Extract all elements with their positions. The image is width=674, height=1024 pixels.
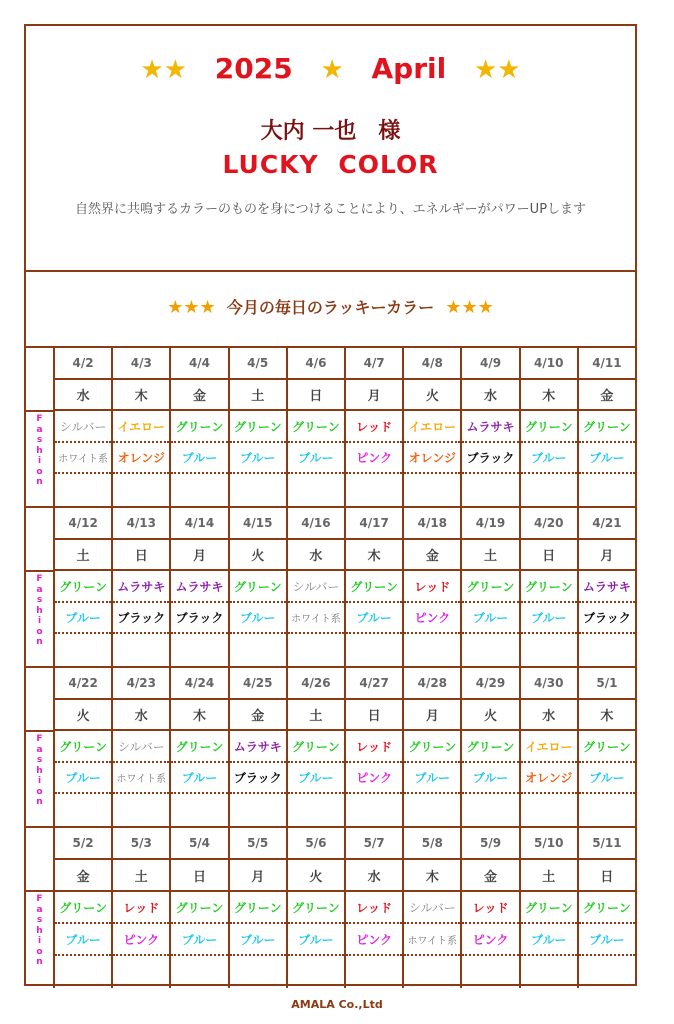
date-cell: 5/2 xyxy=(55,828,111,860)
day-column xyxy=(462,668,520,826)
date-cell: 5/3 xyxy=(113,828,169,860)
weekday-cell: 金 xyxy=(171,380,227,412)
lucky-color-secondary: ピンク xyxy=(346,763,402,795)
date-cell: 4/22 xyxy=(55,668,111,700)
lucky-color-primary: グリーン xyxy=(462,731,518,763)
lucky-color-primary: イエロー xyxy=(404,411,460,443)
day-column xyxy=(462,828,520,988)
lucky-color-primary: グリーン xyxy=(579,892,635,924)
date-cell: 5/10 xyxy=(521,828,577,860)
day-column xyxy=(171,828,229,988)
day-column xyxy=(171,348,229,506)
blank-cell xyxy=(171,634,227,666)
star-icon-group-left: ★★ xyxy=(140,55,188,85)
date-cell: 4/8 xyxy=(404,348,460,380)
lucky-color-primary: レッド xyxy=(346,731,402,763)
lucky-color-secondary: オレンジ xyxy=(404,443,460,475)
lucky-color-primary: レッド xyxy=(346,411,402,443)
week-block xyxy=(26,668,635,828)
blank-cell xyxy=(55,474,111,506)
lucky-color-secondary: ブルー xyxy=(288,763,344,795)
day-column xyxy=(171,508,229,666)
weekday-cell: 火 xyxy=(230,540,286,572)
lucky-color-secondary: ピンク xyxy=(462,924,518,956)
lucky-color-secondary: ピンク xyxy=(346,443,402,475)
lucky-color-secondary: ブルー xyxy=(579,443,635,475)
fashion-label: Fashion xyxy=(36,734,43,807)
month: April xyxy=(371,52,447,85)
lucky-color-secondary: ブルー xyxy=(230,924,286,956)
blank-cell xyxy=(171,474,227,506)
blank-cell xyxy=(521,794,577,826)
blank-cell xyxy=(462,474,518,506)
lucky-color-primary: グリーン xyxy=(55,892,111,924)
weekday-cell: 月 xyxy=(171,540,227,572)
weekday-cell: 火 xyxy=(55,700,111,732)
day-column xyxy=(346,828,404,988)
weekday-cell: 水 xyxy=(346,860,402,892)
weekday-cell: 月 xyxy=(346,380,402,412)
week-block xyxy=(26,508,635,668)
day-column xyxy=(404,668,462,826)
lucky-color-secondary: ブルー xyxy=(521,924,577,956)
lucky-color-primary: グリーン xyxy=(55,571,111,603)
weekday-cell: 木 xyxy=(171,700,227,732)
date-cell: 5/8 xyxy=(404,828,460,860)
side-blank xyxy=(26,828,53,892)
date-cell: 5/9 xyxy=(462,828,518,860)
lucky-color-secondary: ブルー xyxy=(55,603,111,635)
day-column xyxy=(346,348,404,506)
day-column xyxy=(404,508,462,666)
lucky-color-primary: グリーン xyxy=(579,731,635,763)
date-cell: 4/18 xyxy=(404,508,460,540)
blank-cell xyxy=(346,794,402,826)
company-footer: AMALA Co.,Ltd xyxy=(291,998,383,1011)
fashion-label: Fashion xyxy=(36,414,43,487)
weekday-cell: 木 xyxy=(113,380,169,412)
fashion-label: Fashion xyxy=(36,894,43,967)
day-column xyxy=(230,828,288,988)
blank-cell xyxy=(230,956,286,988)
weekday-cell: 金 xyxy=(404,540,460,572)
blank-cell xyxy=(346,474,402,506)
lucky-color-secondary: ブラック xyxy=(462,443,518,475)
blank-cell xyxy=(346,956,402,988)
weekday-cell: 日 xyxy=(113,540,169,572)
lucky-color-secondary: ホワイト系 xyxy=(113,763,169,795)
blank-cell xyxy=(579,794,635,826)
fashion-side-label xyxy=(26,508,55,666)
weekday-cell: 日 xyxy=(171,860,227,892)
title-row xyxy=(26,52,635,85)
day-column xyxy=(55,508,113,666)
date-cell: 4/12 xyxy=(55,508,111,540)
blank-cell xyxy=(462,634,518,666)
blank-cell xyxy=(113,634,169,666)
blank-cell xyxy=(579,634,635,666)
date-cell: 4/30 xyxy=(521,668,577,700)
lucky-color-primary: ムラサキ xyxy=(462,411,518,443)
date-cell: 4/15 xyxy=(230,508,286,540)
day-column xyxy=(288,508,346,666)
weekday-cell: 日 xyxy=(288,380,344,412)
day-column xyxy=(579,348,635,506)
weekday-cell: 月 xyxy=(230,860,286,892)
weekday-cell: 月 xyxy=(579,540,635,572)
day-column xyxy=(404,348,462,506)
day-column xyxy=(55,668,113,826)
weekday-cell: 土 xyxy=(462,540,518,572)
calendar-frame xyxy=(24,24,637,986)
lucky-color-primary: グリーン xyxy=(521,892,577,924)
weekday-cell: 水 xyxy=(288,540,344,572)
date-cell: 5/4 xyxy=(171,828,227,860)
lucky-color-primary: ムラサキ xyxy=(171,571,227,603)
date-cell: 4/2 xyxy=(55,348,111,380)
blank-cell xyxy=(113,956,169,988)
weekday-cell: 水 xyxy=(462,380,518,412)
blank-cell xyxy=(230,634,286,666)
lucky-color-secondary: ブラック xyxy=(579,603,635,635)
weekday-cell: 土 xyxy=(521,860,577,892)
lucky-color-primary: グリーン xyxy=(230,571,286,603)
lucky-color-secondary: オレンジ xyxy=(521,763,577,795)
weekday-cell: 日 xyxy=(346,700,402,732)
date-cell: 4/23 xyxy=(113,668,169,700)
blank-cell xyxy=(288,794,344,826)
lucky-color-secondary: ブルー xyxy=(55,924,111,956)
date-cell: 4/16 xyxy=(288,508,344,540)
lucky-color-secondary: ブルー xyxy=(404,763,460,795)
lucky-color-secondary: ブルー xyxy=(230,603,286,635)
weekday-cell: 木 xyxy=(404,860,460,892)
color-calendar-grid xyxy=(26,348,635,988)
description: 自然界に共鳴するカラーのものを身につけることにより、エネルギーがパワーUPします xyxy=(74,202,587,217)
blank-cell xyxy=(288,474,344,506)
day-column xyxy=(55,828,113,988)
lucky-color-secondary: ピンク xyxy=(113,924,169,956)
lucky-color-primary: ムラサキ xyxy=(230,731,286,763)
lucky-color-primary: グリーン xyxy=(404,731,460,763)
week-block xyxy=(26,348,635,508)
date-cell: 4/4 xyxy=(171,348,227,380)
lucky-color-primary: グリーン xyxy=(171,892,227,924)
lucky-color-primary: グリーン xyxy=(230,411,286,443)
blank-cell xyxy=(288,634,344,666)
lucky-color-primary: ムラサキ xyxy=(113,571,169,603)
daily-color-title: 今月の毎日のラッキーカラー xyxy=(226,298,435,317)
lucky-color-primary: レッド xyxy=(462,892,518,924)
date-cell: 4/7 xyxy=(346,348,402,380)
day-column xyxy=(579,508,635,666)
fashion-side-label xyxy=(26,828,55,988)
day-column xyxy=(346,668,404,826)
blank-cell xyxy=(230,474,286,506)
day-column xyxy=(521,348,579,506)
date-cell: 4/10 xyxy=(521,348,577,380)
lucky-color-primary: グリーン xyxy=(55,731,111,763)
blank-cell xyxy=(230,794,286,826)
blank-cell xyxy=(404,474,460,506)
lucky-color-heading: LUCKY COLOR xyxy=(222,150,439,179)
lucky-color-secondary: ブルー xyxy=(521,603,577,635)
day-column xyxy=(288,828,346,988)
date-cell: 5/7 xyxy=(346,828,402,860)
blank-cell xyxy=(404,794,460,826)
blank-cell xyxy=(462,956,518,988)
date-cell: 4/3 xyxy=(113,348,169,380)
lucky-color-primary: シルバー xyxy=(288,571,344,603)
lucky-color-primary: グリーン xyxy=(171,411,227,443)
lucky-color-primary: レッド xyxy=(346,892,402,924)
date-cell: 4/11 xyxy=(579,348,635,380)
weekday-cell: 土 xyxy=(230,380,286,412)
lucky-color-secondary: ピンク xyxy=(404,603,460,635)
fashion-side-label xyxy=(26,668,55,826)
weekday-cell: 金 xyxy=(462,860,518,892)
blank-cell xyxy=(521,956,577,988)
weekday-cell: 水 xyxy=(55,380,111,412)
day-column xyxy=(113,668,171,826)
lucky-color-secondary: ブルー xyxy=(171,763,227,795)
lucky-color-primary: シルバー xyxy=(55,411,111,443)
date-cell: 5/1 xyxy=(579,668,635,700)
lucky-color-secondary: ブルー xyxy=(579,924,635,956)
day-column xyxy=(288,668,346,826)
blank-cell xyxy=(113,794,169,826)
star-icon-group-right: ★★★ xyxy=(445,297,494,318)
day-column xyxy=(579,828,635,988)
lucky-color-primary: レッド xyxy=(113,892,169,924)
day-column xyxy=(288,348,346,506)
weekday-cell: 木 xyxy=(579,700,635,732)
lucky-color-primary: ムラサキ xyxy=(579,571,635,603)
date-cell: 4/19 xyxy=(462,508,518,540)
date-cell: 4/5 xyxy=(230,348,286,380)
weekday-cell: 火 xyxy=(404,380,460,412)
side-blank xyxy=(26,508,53,572)
weekday-cell: 日 xyxy=(579,860,635,892)
lucky-color-primary: イエロー xyxy=(113,411,169,443)
date-cell: 4/27 xyxy=(346,668,402,700)
week-block xyxy=(26,828,635,988)
date-cell: 4/21 xyxy=(579,508,635,540)
lucky-color-secondary: ブルー xyxy=(171,924,227,956)
star-icon-group-left: ★★★ xyxy=(167,297,216,318)
lucky-color-primary: グリーン xyxy=(288,731,344,763)
day-column xyxy=(230,348,288,506)
weekday-cell: 木 xyxy=(521,380,577,412)
blank-cell xyxy=(579,474,635,506)
lucky-color-primary: グリーン xyxy=(230,892,286,924)
day-column xyxy=(346,508,404,666)
day-column xyxy=(171,668,229,826)
date-cell: 4/25 xyxy=(230,668,286,700)
date-cell: 4/28 xyxy=(404,668,460,700)
day-column xyxy=(113,348,171,506)
side-blank xyxy=(26,348,53,412)
weekday-cell: 月 xyxy=(404,700,460,732)
lucky-color-primary: シルバー xyxy=(113,731,169,763)
date-cell: 4/17 xyxy=(346,508,402,540)
lucky-color-secondary: ピンク xyxy=(346,924,402,956)
date-cell: 4/13 xyxy=(113,508,169,540)
lucky-color-primary: レッド xyxy=(404,571,460,603)
lucky-color-secondary: ブルー xyxy=(171,443,227,475)
weekday-cell: 金 xyxy=(579,380,635,412)
date-cell: 5/11 xyxy=(579,828,635,860)
blank-cell xyxy=(55,794,111,826)
date-cell: 4/9 xyxy=(462,348,518,380)
date-cell: 4/26 xyxy=(288,668,344,700)
customer-name: 大内 一也 様 xyxy=(260,119,401,144)
weekday-cell: 水 xyxy=(521,700,577,732)
lucky-color-secondary: ブルー xyxy=(288,443,344,475)
weekday-cell: 木 xyxy=(346,540,402,572)
lucky-color-secondary: ブラック xyxy=(113,603,169,635)
day-column xyxy=(521,828,579,988)
lucky-color-secondary: ホワイト系 xyxy=(288,603,344,635)
date-cell: 5/5 xyxy=(230,828,286,860)
weekday-cell: 金 xyxy=(55,860,111,892)
weekday-cell: 金 xyxy=(230,700,286,732)
blank-cell xyxy=(171,956,227,988)
fashion-side-label xyxy=(26,348,55,506)
date-cell: 4/20 xyxy=(521,508,577,540)
day-column xyxy=(113,508,171,666)
lucky-color-secondary: ブルー xyxy=(288,924,344,956)
day-column xyxy=(521,668,579,826)
blank-cell xyxy=(404,956,460,988)
day-column xyxy=(462,508,520,666)
day-column xyxy=(230,668,288,826)
lucky-color-secondary: ブルー xyxy=(462,603,518,635)
lucky-color-primary: グリーン xyxy=(171,731,227,763)
blank-cell xyxy=(113,474,169,506)
star-icon-mid: ★ xyxy=(320,55,344,85)
lucky-color-secondary: オレンジ xyxy=(113,443,169,475)
lucky-color-secondary: ホワイト系 xyxy=(404,924,460,956)
blank-cell xyxy=(579,956,635,988)
weekday-cell: 土 xyxy=(55,540,111,572)
lucky-color-secondary: ブルー xyxy=(462,763,518,795)
blank-cell xyxy=(55,634,111,666)
day-column xyxy=(55,348,113,506)
day-column xyxy=(230,508,288,666)
lucky-color-secondary: ホワイト系 xyxy=(55,443,111,475)
blank-cell xyxy=(55,956,111,988)
lucky-color-primary: シルバー xyxy=(404,892,460,924)
lucky-color-primary: グリーン xyxy=(346,571,402,603)
date-cell: 4/29 xyxy=(462,668,518,700)
date-cell: 4/24 xyxy=(171,668,227,700)
weekday-cell: 日 xyxy=(521,540,577,572)
star-icon-group-right: ★★ xyxy=(473,55,521,85)
lucky-color-secondary: ブルー xyxy=(579,763,635,795)
lucky-color-secondary: ブルー xyxy=(55,763,111,795)
date-cell: 4/6 xyxy=(288,348,344,380)
blank-cell xyxy=(171,794,227,826)
lucky-color-primary: グリーン xyxy=(288,892,344,924)
weekday-cell: 火 xyxy=(462,700,518,732)
blank-cell xyxy=(521,474,577,506)
blank-cell xyxy=(288,956,344,988)
year: 2025 xyxy=(214,52,293,85)
blank-cell xyxy=(404,634,460,666)
blank-cell xyxy=(521,634,577,666)
weekday-cell: 土 xyxy=(113,860,169,892)
blank-cell xyxy=(462,794,518,826)
fashion-label: Fashion xyxy=(36,574,43,647)
lucky-color-primary: イエロー xyxy=(521,731,577,763)
day-column xyxy=(404,828,462,988)
day-column xyxy=(579,668,635,826)
date-cell: 5/6 xyxy=(288,828,344,860)
lucky-color-secondary: ブラック xyxy=(230,763,286,795)
lucky-color-primary: グリーン xyxy=(521,571,577,603)
lucky-color-primary: グリーン xyxy=(288,411,344,443)
weekday-cell: 土 xyxy=(288,700,344,732)
lucky-color-primary: グリーン xyxy=(521,411,577,443)
lucky-color-secondary: ブルー xyxy=(346,603,402,635)
date-cell: 4/14 xyxy=(171,508,227,540)
lucky-color-secondary: ブルー xyxy=(521,443,577,475)
weekday-cell: 水 xyxy=(113,700,169,732)
daily-color-heading xyxy=(26,272,635,348)
weekday-cell: 火 xyxy=(288,860,344,892)
side-blank xyxy=(26,668,53,732)
day-column xyxy=(113,828,171,988)
lucky-color-secondary: ブルー xyxy=(230,443,286,475)
header-section xyxy=(26,26,635,272)
day-column xyxy=(462,348,520,506)
day-column xyxy=(521,508,579,666)
lucky-color-primary: グリーン xyxy=(462,571,518,603)
blank-cell xyxy=(346,634,402,666)
lucky-color-secondary: ブラック xyxy=(171,603,227,635)
lucky-color-primary: グリーン xyxy=(579,411,635,443)
